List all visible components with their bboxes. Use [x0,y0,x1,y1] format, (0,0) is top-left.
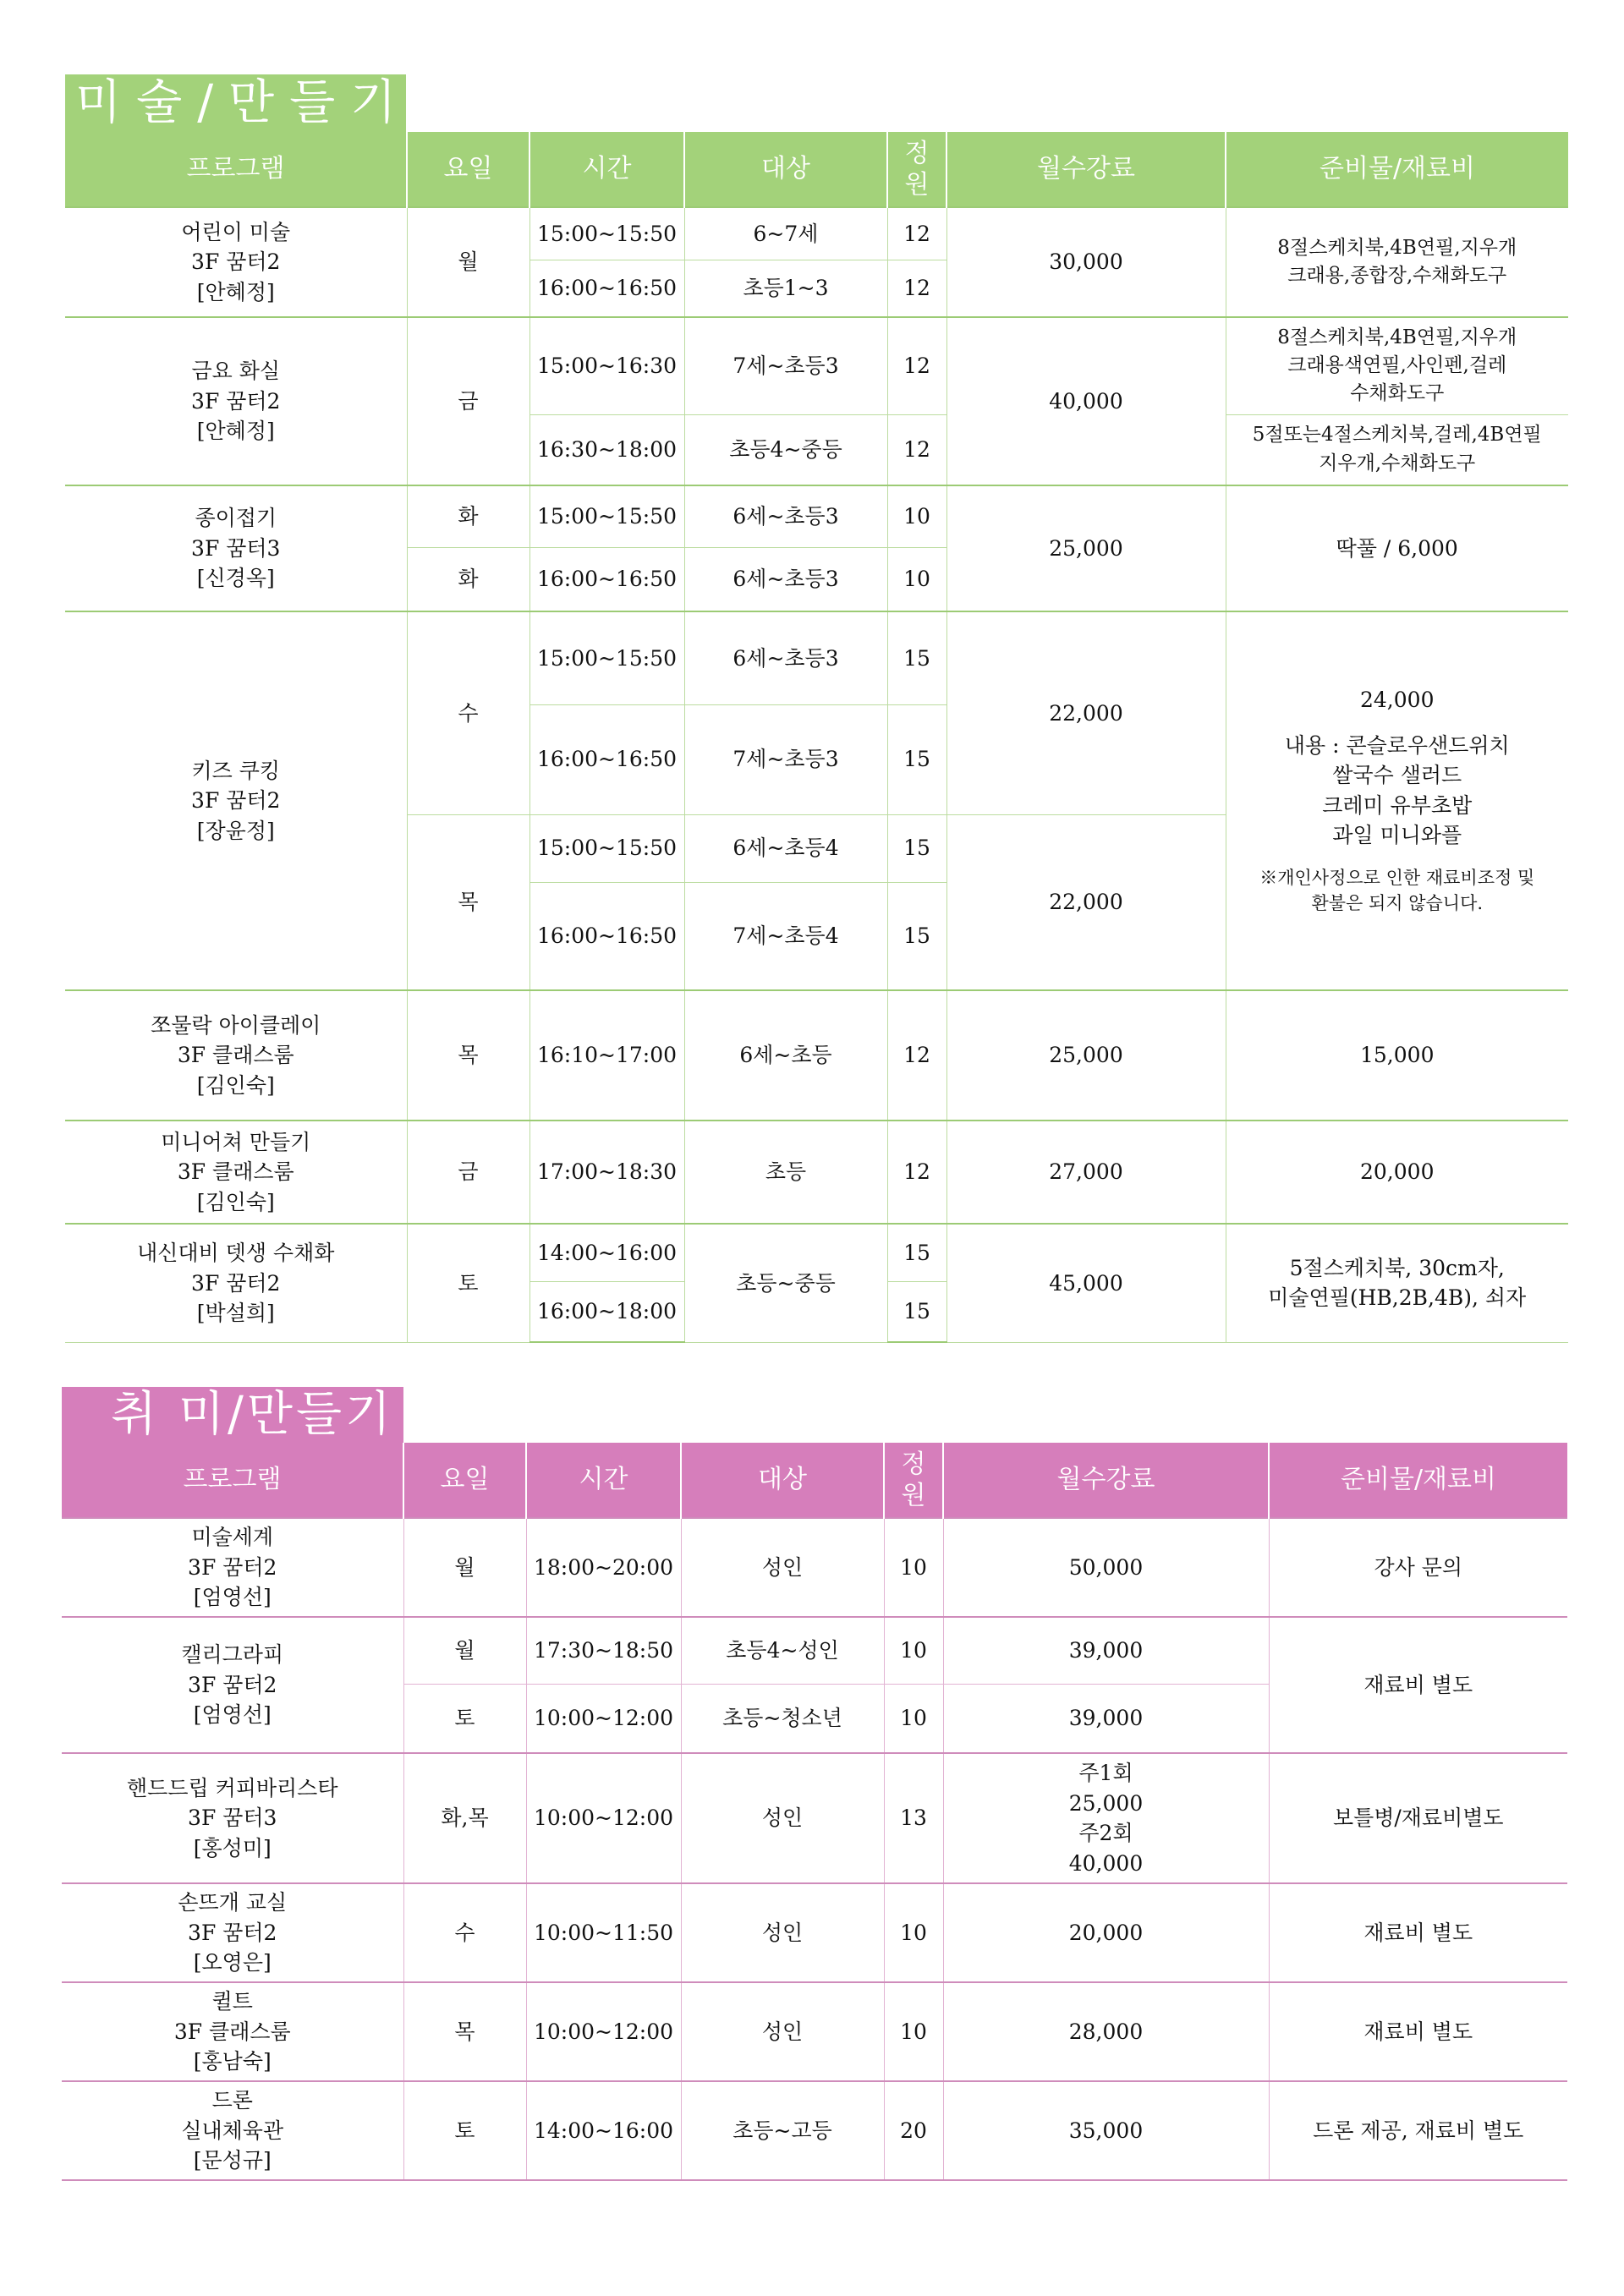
target-cell: 초등~청소년 [681,1684,884,1753]
program-room: 3F 꿈터2 [191,788,281,814]
program-room: 3F 꿈터2 [191,249,281,275]
target-cell: 6세~초등 [684,990,887,1121]
program-name: 어린이 미술 [181,219,291,244]
table-row [65,1224,1568,1281]
program-cell [62,1753,403,1883]
time-cell: 10:00~12:00 [526,1684,681,1753]
fee-cell: 28,000 [943,1982,1269,2081]
material-line: 8절스케치북,4B연필,지우개 [1277,236,1517,259]
material-cell [1226,414,1568,485]
notice-line: 환불은 되지 않습니다. [1311,892,1484,913]
target-cell: 성인 [681,1883,884,1982]
hobby-program-table [62,1443,1567,2181]
program-room: 3F 꿈터2 [191,388,281,414]
day-cell: 월 [407,207,529,317]
target-cell: 성인 [681,1753,884,1883]
fee-cell: 45,000 [946,1224,1226,1342]
program-teacher: [엄영선] [193,1702,272,1728]
program-room: 3F 꿈터3 [188,1806,277,1831]
fee-cell: 25,000 [946,485,1226,611]
capacity-cell: 10 [884,1684,943,1753]
capacity-cell: 10 [884,1982,943,2081]
fee-line: 주2회 [1078,1821,1133,1845]
capacity-cell: 15 [887,814,946,882]
program-room: 실내체육관 [181,2118,284,2143]
header-time: 시간 [529,132,684,207]
program-room: 3F 꿈터2 [191,1270,281,1296]
program-teacher: [장윤정] [196,818,275,843]
program-teacher: [홍남숙] [193,2049,272,2074]
fee-cell: 22,000 [946,814,1226,990]
time-cell: 17:30~18:50 [526,1617,681,1684]
program-cell [65,317,407,485]
program-cell [65,485,407,611]
time-cell: 14:00~16:00 [526,2081,681,2180]
day-cell: 화,목 [403,1753,526,1883]
capacity-cell: 15 [887,882,946,990]
table-row [65,317,1568,414]
art-program-table [65,132,1568,1343]
fee-line: 40,000 [1068,1850,1144,1876]
capacity-cell: 10 [884,1518,943,1617]
material-cell: 재료비 별도 [1269,1982,1567,2081]
capacity-cell: 12 [887,260,946,317]
program-cell [65,1224,407,1342]
fee-line: 25,000 [1068,1790,1144,1816]
capacity-cell: 15 [887,1281,946,1342]
target-cell: 6세~초등4 [684,814,887,882]
program-cell [65,990,407,1121]
capacity-cell: 20 [884,2081,943,2180]
time-cell: 16:00~16:50 [529,704,684,814]
capacity-cell: 12 [887,317,946,414]
material-line: 수채화도구 [1350,382,1445,405]
table-header-row [65,132,1568,207]
day-cell: 금 [407,317,529,485]
header-program: 프로그램 [62,1443,403,1518]
fee-cell: 35,000 [943,2081,1269,2180]
fee-cell: 27,000 [946,1121,1226,1224]
header-time: 시간 [526,1443,681,1518]
material-cell [1226,1224,1568,1342]
table-row [62,1982,1567,2081]
capacity-cell: 10 [884,1617,943,1684]
program-room: 3F 꿈터2 [188,1554,277,1580]
time-cell: 18:00~20:00 [526,1518,681,1617]
day-cell: 토 [403,1684,526,1753]
target-cell: 초등 [684,1121,887,1224]
program-cell [65,207,407,317]
material-cell: 딱풀 / 6,000 [1226,485,1568,611]
program-name: 핸드드립 커피바리스타 [127,1775,338,1800]
program-teacher: [안혜정] [196,279,275,304]
header-fee: 월수강료 [946,132,1226,207]
program-teacher: [홍성미] [193,1835,272,1860]
program-name: 캘리그라피 [181,1642,284,1668]
program-teacher: [김인숙] [196,1072,275,1098]
material-line: 크래용,종합장,수채화도구 [1287,265,1507,287]
target-cell: 6~7세 [684,207,887,260]
material-line: 내용 : 콘슬로우샌드위치 [1284,732,1510,758]
program-cell [62,2081,403,2180]
capacity-cell: 15 [887,1224,946,1281]
material-price: 24,000 [1360,688,1435,713]
time-cell: 15:00~15:50 [529,814,684,882]
table-row [65,1121,1568,1224]
header-program: 프로그램 [65,132,407,207]
material-cell: 강사 문의 [1269,1518,1567,1617]
target-cell: 성인 [681,1982,884,2081]
capacity-cell: 10 [887,547,946,611]
program-cell [62,1617,403,1753]
material-cell [1226,611,1568,990]
program-room: 3F 꿈터3 [191,535,281,561]
capacity-cell: 15 [887,704,946,814]
day-cell: 금 [407,1121,529,1224]
program-room: 3F 클래스룸 [177,1043,294,1068]
fee-cell: 40,000 [946,317,1226,485]
fee-cell: 25,000 [946,990,1226,1121]
material-line: 지우개,수채화도구 [1319,452,1476,474]
material-line: 미술연필(HB,2B,4B), 쇠자 [1268,1285,1527,1311]
day-cell: 화 [407,485,529,547]
material-line: 크레미 유부초밥 [1322,792,1473,818]
time-cell: 16:00~16:50 [529,547,684,611]
target-cell: 6세~초등3 [684,611,887,704]
time-cell: 10:00~11:50 [526,1883,681,1982]
capacity-cell: 12 [887,1121,946,1224]
program-cell [65,611,407,990]
capacity-cell: 10 [884,1883,943,1982]
table-row [65,485,1568,547]
program-cell [65,1121,407,1224]
table-row [62,1883,1567,1982]
material-cell: 재료비 별도 [1269,1617,1567,1753]
time-cell: 10:00~12:00 [526,1753,681,1883]
day-cell: 토 [407,1224,529,1342]
time-cell: 16:10~17:00 [529,990,684,1121]
spacer [1230,851,1566,866]
program-cell [62,1982,403,2081]
target-cell: 7세~초등4 [684,882,887,990]
program-name: 퀼트 [211,1989,253,2014]
table-row [62,1518,1567,1617]
day-cell: 수 [403,1883,526,1982]
material-cell [1226,317,1568,414]
time-cell: 15:00~15:50 [529,485,684,547]
time-cell: 16:00~18:00 [529,1281,684,1342]
table-row [62,1753,1567,1883]
target-cell: 초등~고등 [681,2081,884,2180]
day-cell: 목 [407,814,529,990]
program-teacher: [오영은] [193,1950,272,1975]
notice-line: ※개인사정으로 인한 재료비조정 및 [1259,867,1535,888]
material-line: 쌀국수 샐러드 [1332,763,1462,788]
table-row [65,611,1568,704]
capacity-cell: 15 [887,611,946,704]
time-cell: 14:00~16:00 [529,1224,684,1281]
material-cell: 보틀병/재료비별도 [1269,1753,1567,1883]
program-room: 3F 꿈터2 [188,1920,277,1945]
day-cell: 화 [407,547,529,611]
header-capacity: 정 원 [887,132,946,207]
day-cell: 목 [407,990,529,1121]
section-title-hobby: 취 미/만들기 [62,1387,403,1443]
program-room: 3F 클래스룸 [173,2019,291,2044]
capacity-cell: 12 [887,990,946,1121]
header-capacity: 정 원 [884,1443,943,1518]
day-cell: 월 [403,1518,526,1617]
material-cell: 15,000 [1226,990,1568,1121]
target-cell: 초등4~중등 [684,414,887,485]
material-cell: 20,000 [1226,1121,1568,1224]
day-cell: 수 [407,611,529,814]
fee-cell [943,1753,1269,1883]
fee-cell: 22,000 [946,611,1226,814]
capacity-cell: 13 [884,1753,943,1883]
day-cell: 목 [403,1982,526,2081]
material-cell: 재료비 별도 [1269,1883,1567,1982]
time-cell: 16:00~16:50 [529,882,684,990]
program-cell [62,1518,403,1617]
program-teacher: [문성규] [193,2148,272,2173]
program-name: 미술세계 [191,1525,274,1550]
header-fee: 월수강료 [943,1443,1269,1518]
capacity-cell: 10 [887,485,946,547]
material-line: 8절스케치북,4B연필,지우개 [1277,326,1517,348]
program-name: 드론 [211,2088,253,2113]
day-cell: 월 [403,1617,526,1684]
table-row [62,2081,1567,2180]
program-name: 내신대비 뎃생 수채화 [137,1241,335,1265]
time-cell: 15:00~15:50 [529,207,684,260]
header-target: 대상 [684,132,887,207]
program-teacher: [안혜정] [196,419,275,444]
program-name: 키즈 쿠킹 [191,758,281,783]
time-cell: 15:00~15:50 [529,611,684,704]
capacity-cell: 12 [887,414,946,485]
table-header-row [62,1443,1567,1518]
target-cell: 7세~초등3 [684,704,887,814]
fee-cell: 50,000 [943,1518,1269,1617]
material-line: 크래용색연필,사인펜,걸레 [1287,354,1507,377]
program-teacher: [엄영선] [193,1585,272,1610]
header-material: 준비물/재료비 [1226,132,1568,207]
time-cell: 16:00~16:50 [529,260,684,317]
time-cell: 17:00~18:30 [529,1121,684,1224]
time-cell: 10:00~12:00 [526,1982,681,2081]
target-cell: 성인 [681,1518,884,1617]
time-cell: 15:00~16:30 [529,317,684,414]
capacity-cell: 12 [887,207,946,260]
header-target: 대상 [681,1443,884,1518]
target-cell: 7세~초등3 [684,317,887,414]
section-title-art: 미술/만들기 [65,74,406,132]
table-row [65,990,1568,1121]
program-teacher: [김인숙] [196,1189,275,1214]
header-material: 준비물/재료비 [1269,1443,1567,1518]
table-row [62,1617,1567,1684]
program-teacher: [신경옥] [196,566,275,591]
fee-cell: 20,000 [943,1883,1269,1982]
program-cell [62,1883,403,1982]
material-cell: 드론 제공, 재료비 별도 [1269,2081,1567,2180]
program-name: 손뜨개 교실 [178,1890,288,1915]
header-day: 요일 [403,1443,526,1518]
material-cell [1226,207,1568,317]
program-name: 미니어쳐 만들기 [161,1129,311,1154]
target-cell: 6세~초등3 [684,547,887,611]
program-room: 3F 꿈터2 [188,1672,277,1697]
header-day: 요일 [407,132,529,207]
target-cell: 6세~초등3 [684,485,887,547]
fee-cell: 39,000 [943,1684,1269,1753]
program-name: 쪼물락 아이클레이 [151,1012,321,1038]
target-cell: 초등4~성인 [681,1617,884,1684]
day-cell: 토 [403,2081,526,2180]
material-line: 과일 미니와플 [1332,823,1462,848]
fee-cell: 39,000 [943,1617,1269,1684]
program-room: 3F 클래스룸 [177,1159,294,1185]
table-row [65,207,1568,260]
material-line: 5절또는4절스케치북,걸레,4B연필 [1252,424,1542,447]
program-name: 금요 화실 [191,359,281,384]
program-name: 종이접기 [195,506,277,531]
program-teacher: [박설희] [196,1301,275,1325]
material-line: 5절스케치북, 30cm자, [1289,1255,1505,1280]
spacer [1230,715,1566,731]
target-cell: 초등1~3 [684,260,887,317]
fee-line: 주1회 [1078,1761,1133,1785]
target-cell: 초등~중등 [684,1224,887,1342]
fee-cell: 30,000 [946,207,1226,317]
time-cell: 16:30~18:00 [529,414,684,485]
